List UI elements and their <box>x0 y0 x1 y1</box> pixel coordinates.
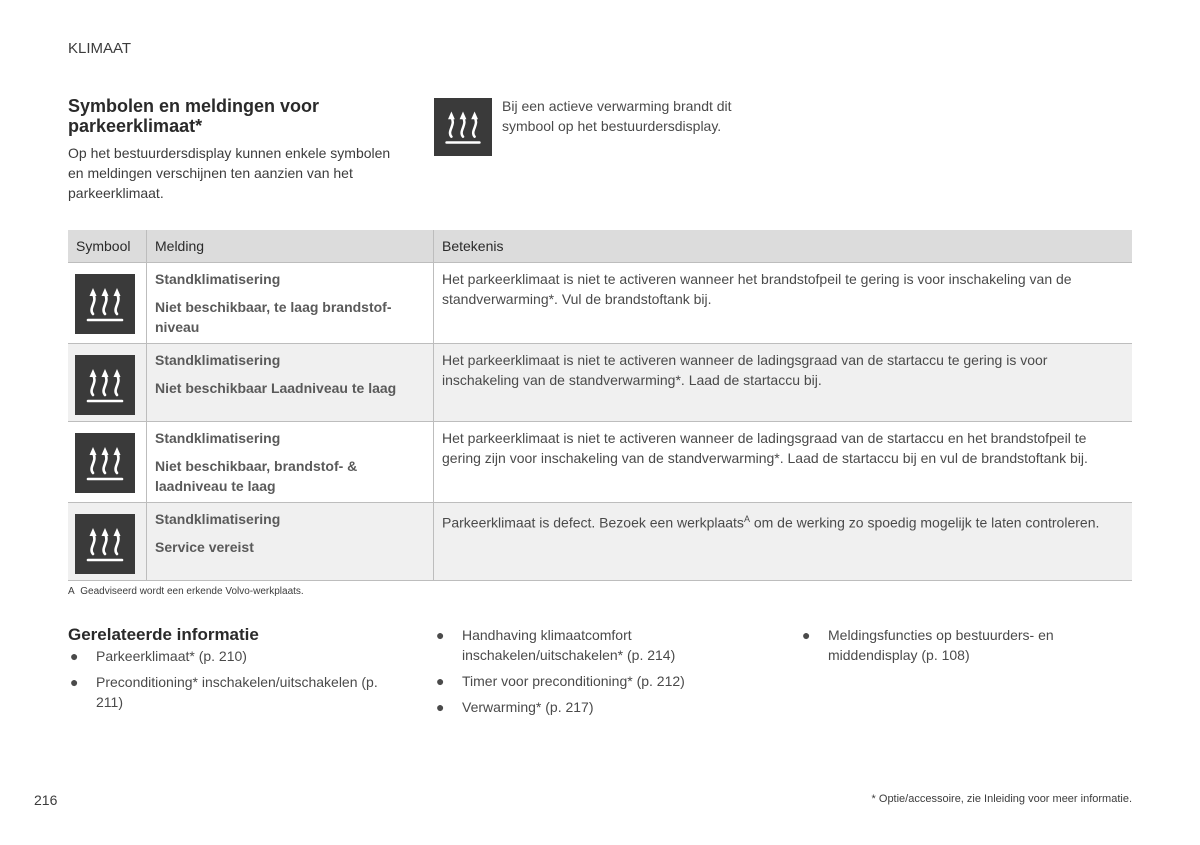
message-text: Niet beschikbaar, te laag brandstof-niveau <box>155 299 392 335</box>
message-cell <box>147 422 434 503</box>
page-number: 216 <box>34 792 58 808</box>
bullet-icon: ● <box>436 699 445 715</box>
footnote-marker: A <box>743 514 750 524</box>
related-link[interactable]: ● Meldingsfuncties op bestuurders- en middendisplay (p. 108) <box>802 627 1054 663</box>
message-title: Standklimatisering <box>155 271 281 287</box>
related-column-1 <box>68 646 388 718</box>
message-cell <box>147 263 434 344</box>
heating-icon <box>75 433 135 493</box>
header-meaning: Betekenis <box>434 230 1133 263</box>
heating-icon <box>75 514 135 574</box>
message-text: Niet beschikbaar Laadniveau te laag <box>155 380 397 396</box>
bullet-icon: ● <box>70 674 79 690</box>
meaning-cell <box>434 503 1133 581</box>
related-link[interactable]: ● Handhaving klimaatcomfort inschakelen/uitschakelen* (p. 214) <box>436 627 676 663</box>
message-title: Standklimatisering <box>155 430 281 446</box>
bullet-icon: ● <box>436 627 445 643</box>
heating-icon <box>434 98 492 156</box>
intro-side-text: Bij een actieve verwarming brandt dit symbool op het bestuurdersdisplay. <box>502 98 732 134</box>
symbol-cell <box>68 344 147 422</box>
page-title: Symbolen en meldingen voor parkeerklimaat* <box>68 96 320 136</box>
symbol-cell <box>68 503 147 581</box>
related-title: Gerelateerde informatie <box>68 625 259 644</box>
symbol-cell <box>68 422 147 503</box>
section-header: KLIMAAT <box>68 40 132 57</box>
table-row <box>68 422 1132 503</box>
related-link[interactable]: ● Parkeerklimaat* (p. 210) <box>70 648 247 664</box>
symbol-cell <box>68 263 147 344</box>
bullet-icon: ● <box>436 673 445 689</box>
bullet-icon: ● <box>802 627 811 643</box>
footer-note: * Optie/accessoire, zie Inleiding voor meer informatie. <box>871 793 1132 805</box>
meaning-cell: Het parkeerklimaat is niet te activeren wanneer de ladingsgraad van de startaccu en het brandstofpeil te gering zijn voor inschakeling van de standverwarming*. Laad de startaccu bij en vul de brandstoftank bij. <box>434 422 1133 503</box>
table-row <box>68 263 1132 344</box>
heating-icon <box>75 274 135 334</box>
bullet-icon: ● <box>70 648 79 664</box>
related-column-3 <box>800 625 1120 671</box>
message-text: Service vereist <box>155 539 254 555</box>
related-link[interactable]: ● Verwarming* (p. 217) <box>436 699 594 715</box>
header-symbol: Symbool <box>68 230 147 263</box>
message-title: Standklimatisering <box>155 511 281 527</box>
intro-text: Op het bestuurdersdisplay kunnen enkele symbolen en meldingen verschijnen ten aanzien van het parkeerklimaat. <box>68 145 391 201</box>
table-footnote <box>68 586 304 597</box>
table-row <box>68 344 1132 422</box>
meaning-text-pre: Parkeerklimaat is defect. Bezoek een werkplaats <box>442 514 744 531</box>
messages-table <box>68 230 1132 581</box>
footnote-text: Geadviseerd wordt een erkende Volvo-werkplaats. <box>80 586 304 597</box>
message-cell <box>147 344 434 422</box>
message-title: Standklimatisering <box>155 352 281 368</box>
meaning-cell: Het parkeerklimaat is niet te activeren wanneer de ladingsgraad van de startaccu te gering is voor inschakeling van de standverwarming*. Laad de startaccu bij. <box>434 344 1133 422</box>
message-cell <box>147 503 434 581</box>
meaning-text-post: om de werking zo spoedig mogelijk te laten controleren. <box>749 514 1100 531</box>
footnote-marker: A <box>68 586 75 597</box>
meaning-cell: Het parkeerklimaat is niet te activeren wanneer het brandstofpeil te gering is voor inschakeling van de standverwarming*. Vul de brandstoftank bij. <box>434 263 1133 344</box>
related-link[interactable]: ● Preconditioning* inschakelen/uitschakelen (p. 211) <box>70 674 378 710</box>
table-row <box>68 503 1132 581</box>
related-link[interactable]: ● Timer voor preconditioning* (p. 212) <box>436 673 685 689</box>
heating-icon <box>75 355 135 415</box>
related-column-2 <box>434 625 754 723</box>
header-message: Melding <box>147 230 434 263</box>
message-text: Niet beschikbaar, brandstof- & laadniveau te laag <box>155 458 358 494</box>
